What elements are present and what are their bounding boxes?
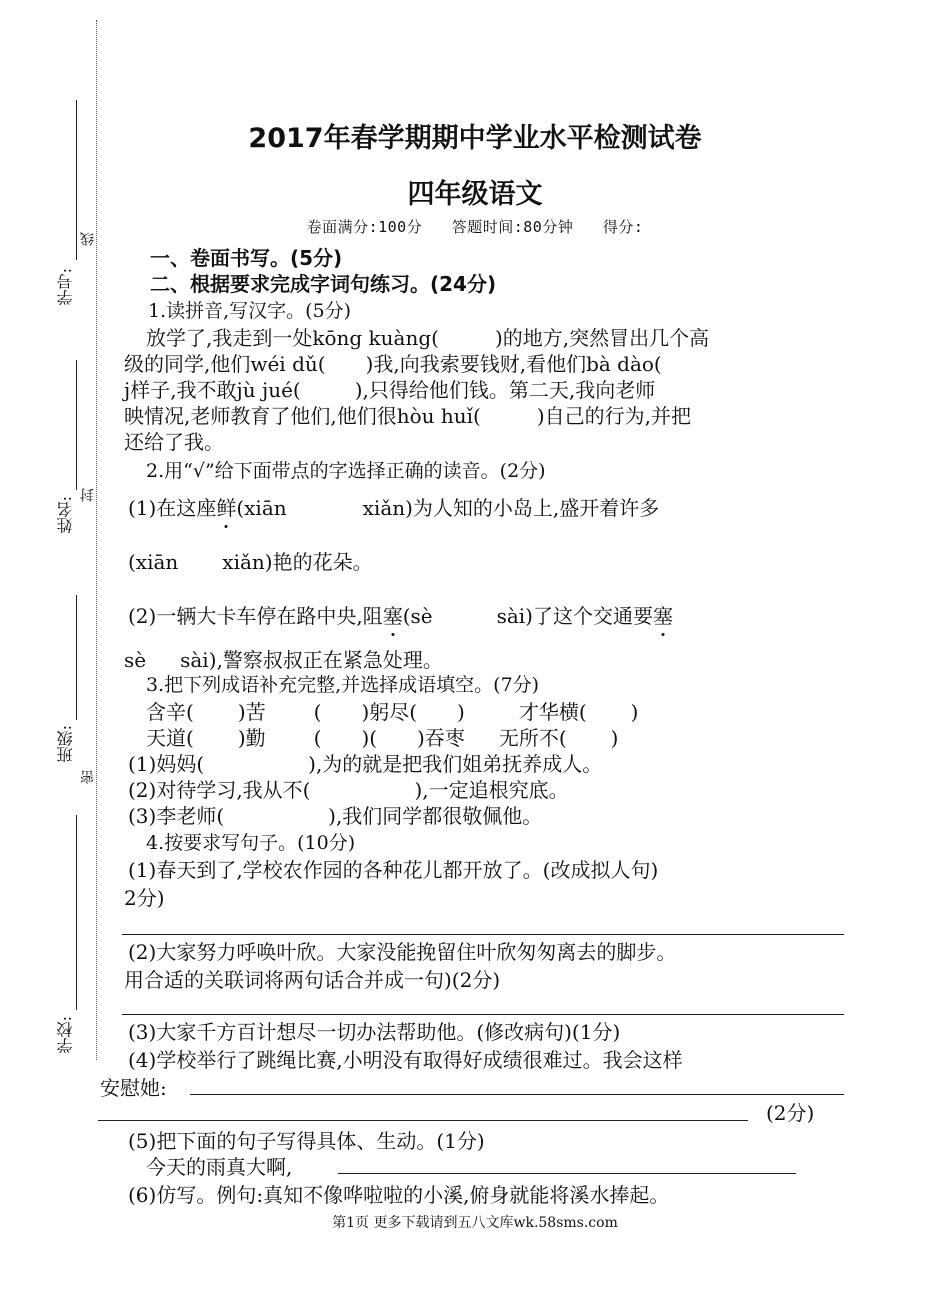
class-blank: [76, 595, 77, 720]
q4-item-2: (2)大家努力呼唤叶欣。大家没能挽留住叶欣匆匆离去的脚步。: [128, 940, 677, 964]
q1-line-3: j样子,我不敢jù jué( ),只得给他们钱。第二天,我向老师: [124, 378, 656, 402]
seal-secret-char: 密: [80, 770, 96, 784]
q1-heading: 1.读拼音,写汉字。(5分): [148, 300, 352, 322]
q2-item-2: (2)一辆大卡车停在路中央,阻塞(sè sài)了这个交通要塞: [128, 604, 673, 628]
answer-line: [338, 1173, 796, 1174]
q4-heading: 4.按要求写句子。(10分): [146, 832, 356, 854]
seal-seal-char: 封: [80, 488, 96, 502]
fill-1: (1)妈妈( ),为的就是把我们姐弟抚养成人。: [128, 752, 603, 776]
q4-item-5: (5)把下面的句子写得具体、生动。(1分): [128, 1129, 485, 1153]
name-blank: [76, 360, 77, 490]
class-label: 班级:: [56, 725, 75, 763]
section-2-heading: 二、根据要求完成字词句练习。(24分): [150, 272, 497, 296]
answer-time: 答题时间:80分钟: [451, 218, 574, 236]
dotted-char: 鲜: [216, 496, 237, 520]
exam-subtitle: 四年级语文: [407, 179, 543, 210]
q4-item-5-cont: 今天的雨真大啊,: [146, 1155, 293, 1179]
q2-item-1: (1)在这座鲜(xiān xiǎn)为人知的小岛上,盛开着许多: [128, 496, 660, 520]
idiom-row-1: 含辛( )苦 ( )躬尽( ) 才华横( ): [146, 700, 639, 724]
q4-item-1: (1)春天到了,学校农作园的各种花儿都开放了。(改成拟人句): [128, 858, 659, 882]
school-label: 学校:: [56, 1016, 75, 1054]
exam-title: 2017年春学期期中学业水平检测试卷: [248, 123, 702, 154]
q1-line-1: 放学了,我走到一处kōng kuàng( )的地方,突然冒出几个高: [146, 326, 710, 350]
exam-meta: [0, 216, 950, 237]
seal-line-char: 线: [80, 232, 96, 246]
fill-3: (3)李老师( ),我们同学都很敬佩他。: [128, 804, 543, 828]
q4-item-4-cont: 安慰她:: [100, 1076, 167, 1100]
section-1-heading: 一、卷面书写。(5分): [150, 246, 343, 270]
q4-item-2-cont: 用合适的关联词将两句话合并成一句)(2分): [124, 968, 501, 992]
q4-item-6: (6)仿写。例句:真知不像哗啦啦的小溪,俯身就能将溪水捧起。: [128, 1183, 670, 1207]
q2-heading: 2.用“√”给下面带点的字选择正确的读音。(2分): [146, 460, 546, 482]
q1-line-5: 还给了我。: [124, 430, 224, 454]
q1-line-2: 级的同学,他们wéi dǔ( )我,向我索要钱财,看他们bà dào(: [124, 352, 662, 376]
school-blank: [76, 815, 77, 1010]
dotted-char: 塞: [652, 604, 673, 628]
name-label: 姓名:: [56, 496, 75, 534]
q4-item-1-score: 2分): [124, 886, 165, 910]
answer-line: [190, 1094, 844, 1095]
q4-item-3: (3)大家千方百计想尽一切办法帮助他。(修改病句)(1分): [128, 1020, 621, 1044]
q2-item-2-cont: sè sài),警察叔叔正在紧急处理。: [124, 648, 443, 672]
q2-item-1-cont: (xiān xiǎn)艳的花朵。: [128, 550, 373, 574]
answer-line: [122, 1014, 844, 1015]
idiom-row-2: 天道( )勤 ( )( )吞枣 无所不( ): [146, 726, 619, 750]
page-footer: 第1页 更多下载请到五八文库wk.58sms.com: [332, 1215, 618, 1231]
full-score: 卷面满分:100分: [306, 218, 423, 236]
fill-2: (2)对待学习,我从不( ),一定追根究底。: [128, 778, 569, 802]
dotted-char: 塞: [382, 604, 403, 628]
q1-line-4: 映情况,老师教育了他们,他们很hòu huǐ( )自己的行为,并把: [124, 404, 692, 428]
q4-item-4-score: (2分): [766, 1101, 815, 1125]
student-id-label: 学号:: [56, 268, 75, 306]
score-label: 得分:: [602, 218, 644, 236]
answer-line: [98, 1120, 748, 1121]
answer-line: [122, 934, 844, 935]
q3-heading: 3.把下列成语补充完整,并选择成语填空。(7分): [146, 674, 540, 696]
q4-item-4: (4)学校举行了跳绳比赛,小明没有取得好成绩很难过。我会这样: [128, 1048, 683, 1072]
